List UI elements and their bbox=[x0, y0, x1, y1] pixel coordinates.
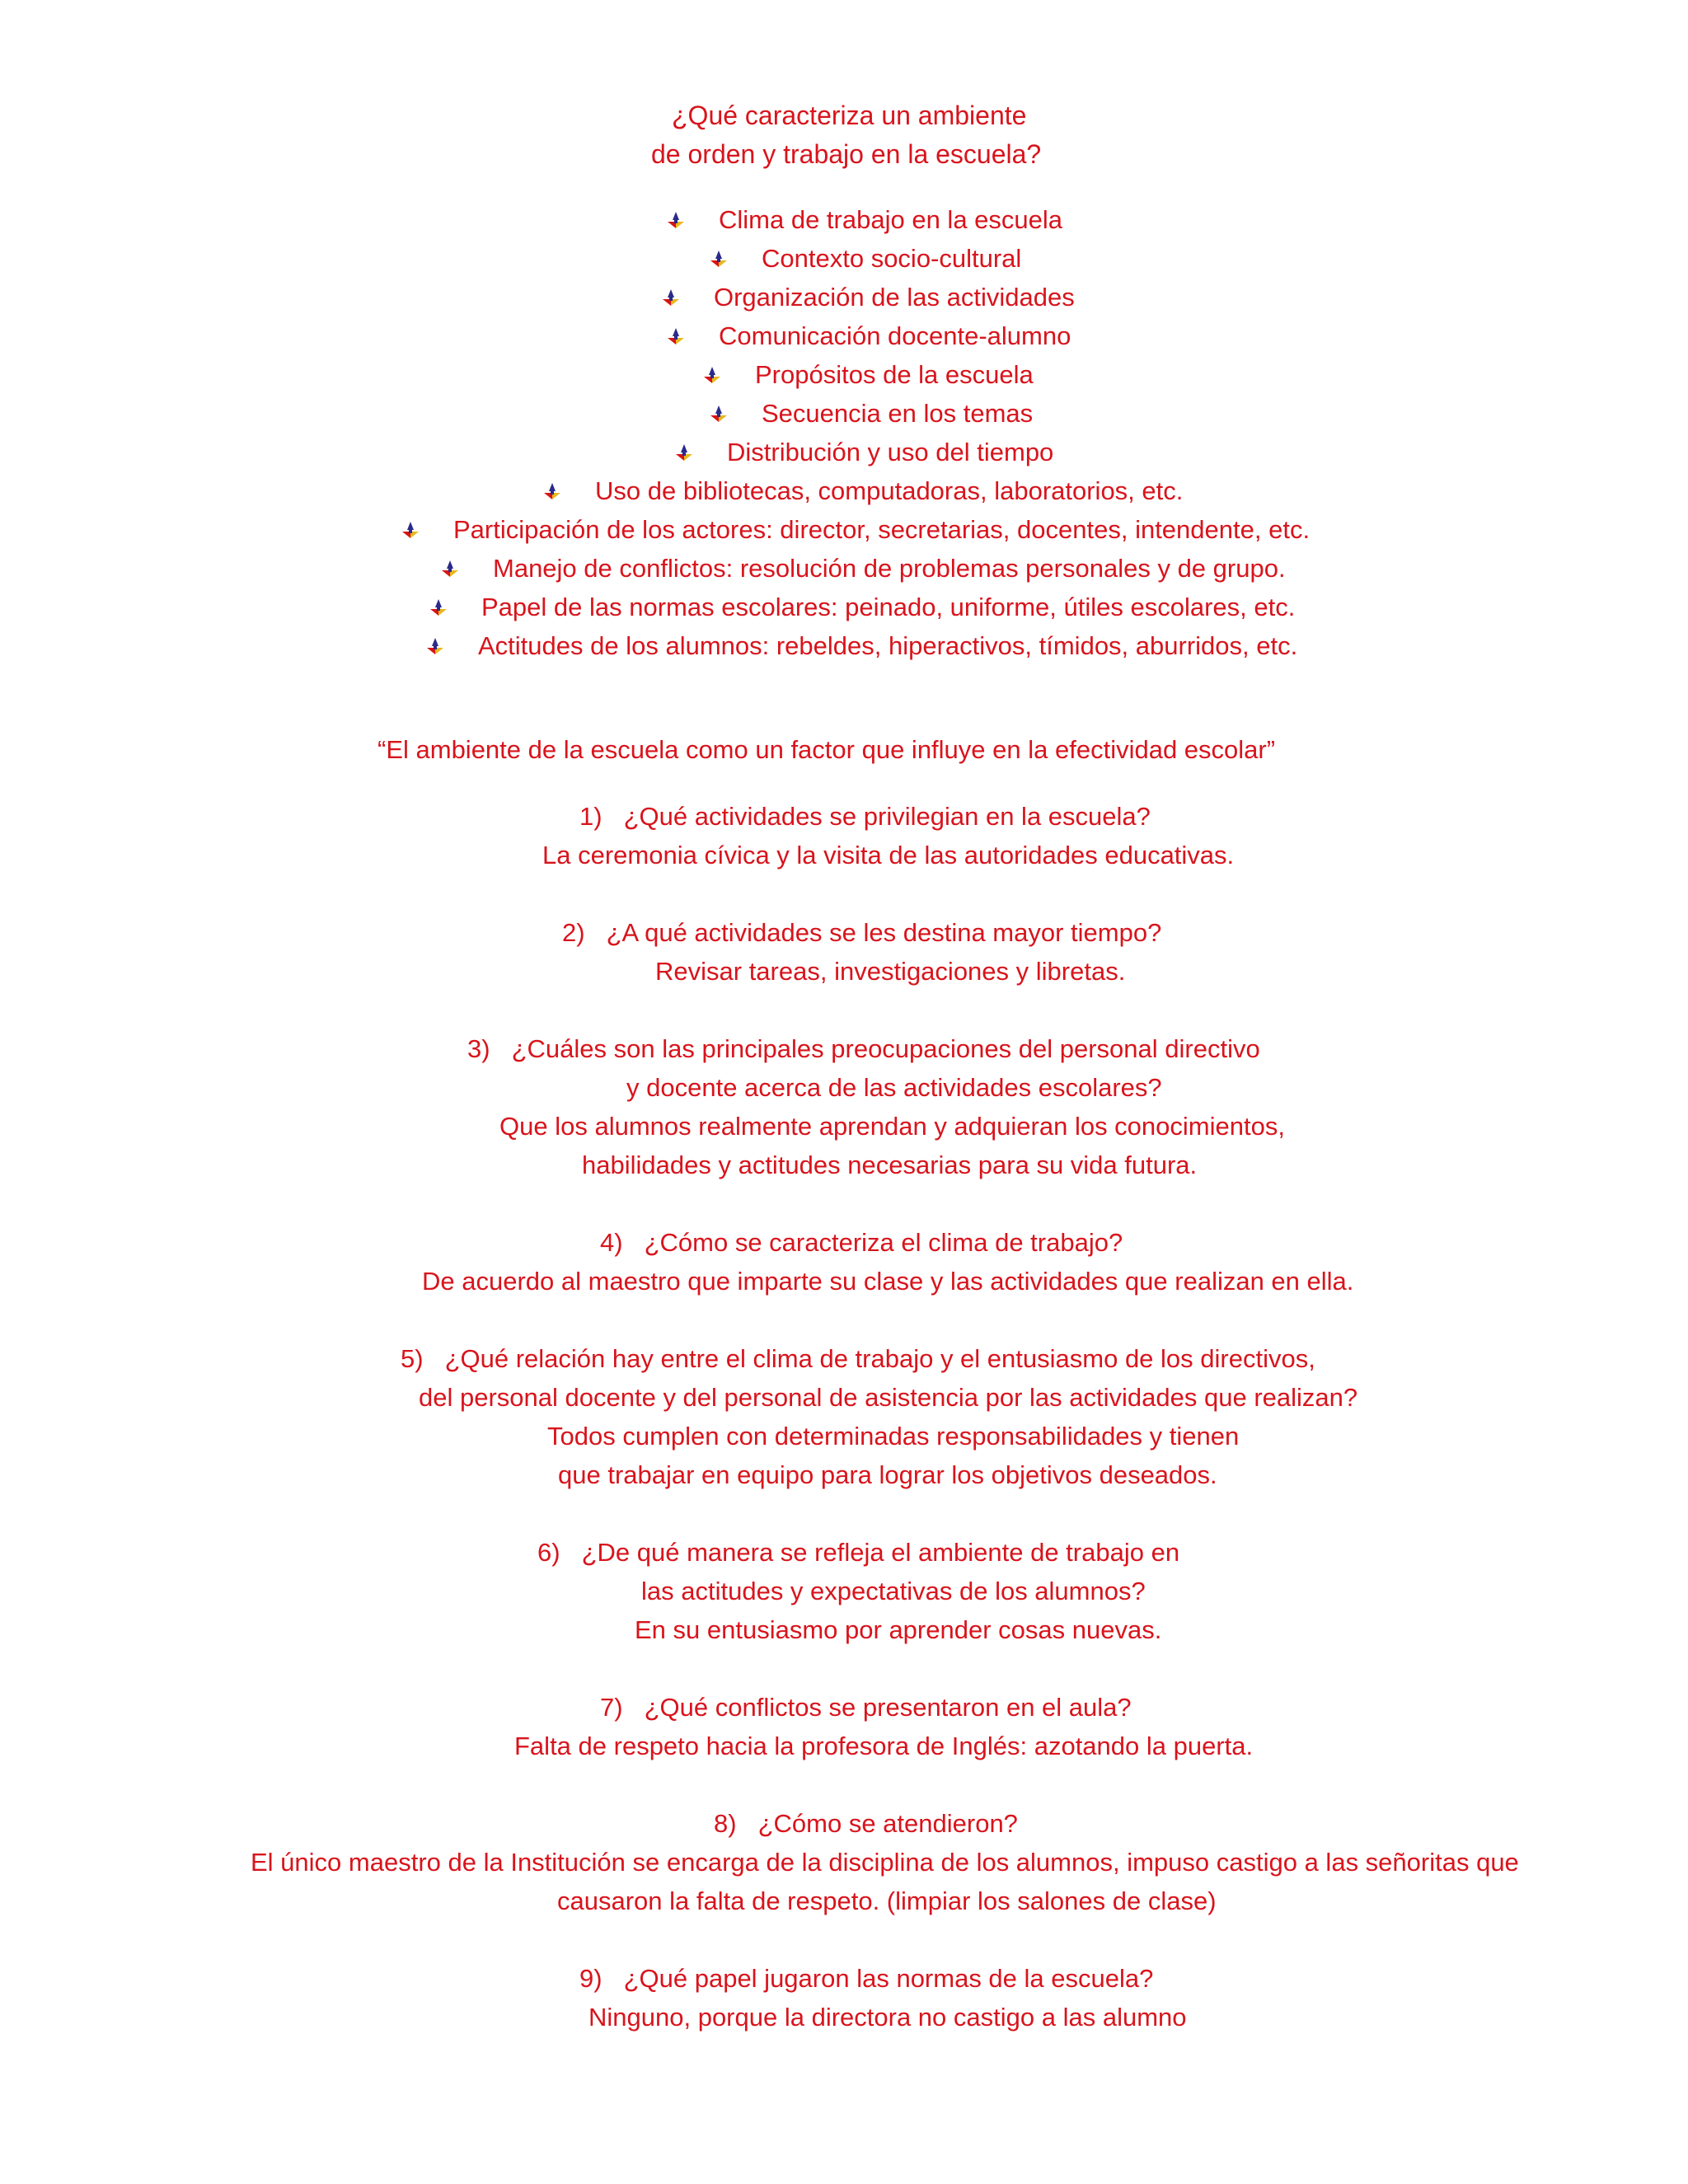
bullet-text: Papel de las normas escolares: peinado, uniforme, útiles escolares, etc. bbox=[481, 593, 1296, 621]
question-line: 8) ¿Cómo se atendieron? bbox=[714, 1807, 1688, 1840]
bullet-icon bbox=[425, 636, 445, 656]
quote-heading: “El ambiente de la escuela como un factor que influye en la efectividad escolar” bbox=[377, 735, 1276, 764]
question-line: 3) ¿Cuáles son las principales preocupaciones del personal directivo bbox=[467, 1033, 1688, 1066]
answer-line: El único maestro de la Institución se encarga de la disciplina de los alumnos, impuso castigo a las señoritas que bbox=[251, 1848, 1519, 1877]
bullet-icon bbox=[666, 326, 686, 346]
answer-line: Todos cumplen con determinadas responsabilidades y tienen bbox=[547, 1422, 1240, 1451]
question-number: 2) bbox=[562, 918, 585, 947]
question-line: 5) ¿Qué relación hay entre el clima de trabajo y el entusiasmo de los directivos, bbox=[401, 1343, 1688, 1376]
bullet-icon bbox=[666, 210, 686, 230]
bullet-icon bbox=[661, 288, 681, 307]
bullet-icon bbox=[709, 249, 729, 269]
question-line: 1) ¿Qué actividades se privilegian en la escuela? bbox=[579, 800, 1688, 833]
bullet-icon bbox=[702, 365, 722, 385]
answer-line: que trabajar en equipo para lograr los objetivos deseados. bbox=[558, 1460, 1217, 1489]
bullet-icon bbox=[542, 481, 562, 501]
bullet-item bbox=[666, 204, 1688, 237]
question-number: 5) bbox=[401, 1344, 424, 1373]
bullet-item bbox=[542, 475, 1688, 508]
bullet-text: Organización de las actividades bbox=[714, 283, 1075, 312]
answer-line: causaron la falta de respeto. (limpiar los salones de clase) bbox=[557, 1886, 1217, 1915]
question-line: 7) ¿Qué conflictos se presentaron en el aula? bbox=[600, 1691, 1688, 1724]
question-number: 3) bbox=[467, 1034, 490, 1063]
bullet-text: Secuencia en los temas bbox=[762, 399, 1034, 428]
bullet-text: Actitudes de los alumnos: rebeldes, hiperactivos, tímidos, aburridos, etc. bbox=[478, 631, 1298, 660]
question-number: 1) bbox=[579, 802, 603, 831]
question-number: 4) bbox=[600, 1228, 623, 1257]
bullet-text: Comunicación docente-alumno bbox=[719, 321, 1071, 350]
answer-line: Revisar tareas, investigaciones y libretas. bbox=[655, 957, 1126, 986]
bullet-item bbox=[702, 359, 1688, 391]
bullet-icon bbox=[401, 520, 420, 540]
question-line: 6) ¿De qué manera se refleja el ambiente de trabajo en bbox=[537, 1536, 1688, 1569]
bullet-text: Contexto socio-cultural bbox=[762, 244, 1022, 273]
bullet-item bbox=[425, 630, 1688, 663]
answer-line: habilidades y actitudes necesarias para su vida futura. bbox=[582, 1151, 1198, 1179]
question-line: 2) ¿A qué actividades se les destina mayor tiempo? bbox=[562, 916, 1688, 949]
bullet-icon bbox=[674, 443, 694, 462]
bullet-item bbox=[661, 281, 1688, 314]
title-line-2: de orden y trabajo en la escuela? bbox=[651, 139, 1042, 169]
question-number: 9) bbox=[579, 1964, 603, 1993]
question-line: las actitudes y expectativas de los alumnos? bbox=[641, 1577, 1146, 1605]
question-number: 8) bbox=[714, 1809, 737, 1838]
bullet-item bbox=[709, 397, 1688, 430]
question-line: del personal docente y del personal de asistencia por las actividades que realizan? bbox=[419, 1383, 1358, 1412]
bullet-text: Uso de bibliotecas, computadoras, laboratorios, etc. bbox=[595, 476, 1184, 505]
answer-line: En su entusiasmo por aprender cosas nuevas. bbox=[635, 1615, 1162, 1644]
question-line: 4) ¿Cómo se caracteriza el clima de trabajo? bbox=[600, 1226, 1688, 1259]
bullet-text: Propósitos de la escuela bbox=[755, 360, 1034, 389]
question-number: 6) bbox=[537, 1538, 560, 1567]
bullet-icon bbox=[429, 598, 448, 617]
answer-line: Falta de respeto hacia la profesora de Inglés: azotando la puerta. bbox=[514, 1732, 1254, 1760]
bullet-item bbox=[674, 436, 1688, 469]
bullet-item bbox=[401, 513, 1688, 546]
answer-line: Ninguno, porque la directora no castigo a las alumno bbox=[588, 2003, 1187, 2032]
bullet-item bbox=[440, 552, 1688, 585]
bullet-text: Distribución y uso del tiempo bbox=[727, 438, 1054, 466]
title-line-1: ¿Qué caracteriza un ambiente bbox=[672, 101, 1027, 130]
bullet-item bbox=[709, 242, 1688, 275]
question-number: 7) bbox=[600, 1693, 623, 1722]
answer-line: La ceremonia cívica y la visita de las autoridades educativas. bbox=[542, 841, 1235, 869]
bullet-icon bbox=[440, 559, 460, 579]
bullet-icon bbox=[709, 404, 729, 424]
bullet-text: Manejo de conflictos: resolución de problemas personales y de grupo. bbox=[493, 554, 1286, 583]
bullet-text: Participación de los actores: director, secretarias, docentes, intendente, etc. bbox=[453, 515, 1311, 544]
question-line: y docente acerca de las actividades escolares? bbox=[626, 1073, 1162, 1102]
bullet-text: Clima de trabajo en la escuela bbox=[719, 205, 1063, 234]
bullet-item bbox=[429, 591, 1688, 624]
bullet-item bbox=[666, 320, 1688, 353]
answer-line: Que los alumnos realmente aprendan y adquieran los conocimientos, bbox=[499, 1112, 1285, 1141]
answer-line: De acuerdo al maestro que imparte su clase y las actividades que realizan en ella. bbox=[422, 1267, 1354, 1296]
question-line: 9) ¿Qué papel jugaron las normas de la escuela? bbox=[579, 1962, 1688, 1995]
